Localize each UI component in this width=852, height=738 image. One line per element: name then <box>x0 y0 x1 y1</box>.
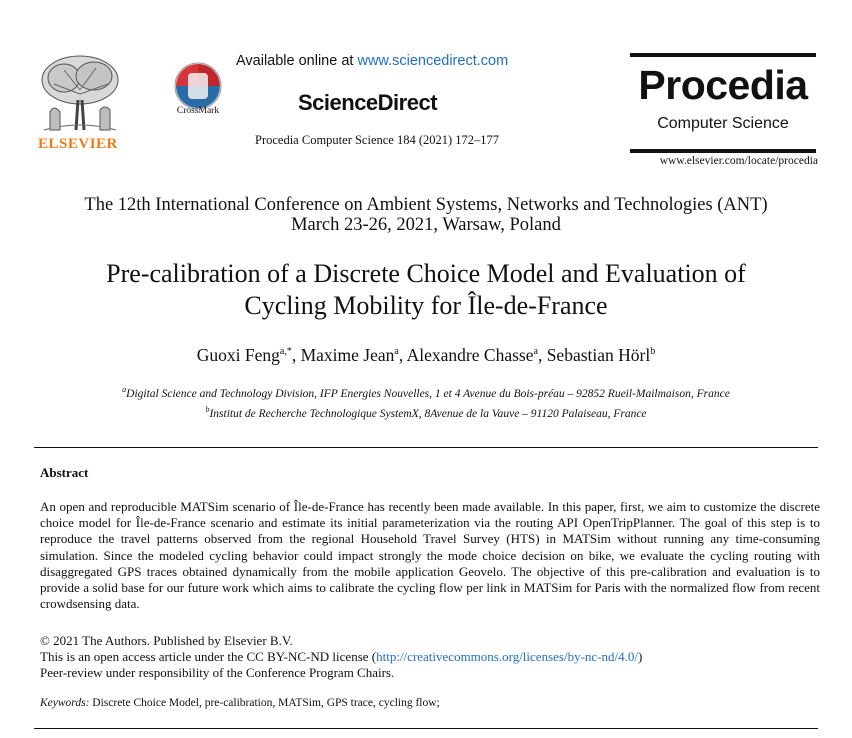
paper-title <box>0 258 852 322</box>
author-affiliation-mark: a,* <box>279 346 292 358</box>
crossmark-icon[interactable] <box>172 60 224 112</box>
affiliation-a <box>0 382 852 402</box>
journal-reference: Procedia Computer Science 184 (2021) 172–177 <box>255 133 500 147</box>
procedia-logo-title: Procedia <box>638 62 808 108</box>
author-name: Guoxi Feng <box>196 345 280 365</box>
conference-date-place: March 23-26, 2021, Warsaw, Poland <box>291 215 561 235</box>
procedia-logo-subtitle: Computer Science <box>657 115 789 132</box>
author <box>301 345 407 365</box>
keywords-text: Discrete Choice Model, pre-calibration, MATSim, GPS trace, cycling flow; <box>89 697 440 709</box>
author-separator: , <box>291 345 301 365</box>
keywords <box>40 697 820 709</box>
author <box>197 345 301 365</box>
open-access-prefix: This is an open access article under the CC BY-NC-ND license ( <box>40 649 377 664</box>
copyright-line: © 2021 The Authors. Published by Elsevier B.V. <box>40 633 293 648</box>
author-name: Maxime Jean <box>300 345 395 365</box>
paper-title-line1: Pre-calibration of a Discrete Choice Model and Evaluation of <box>106 259 746 288</box>
author-affiliation-mark: a <box>533 346 538 358</box>
peer-review-line: Peer-review under responsibility of the Conference Program Chairs. <box>40 665 395 680</box>
conference-name: The 12th International Conference on Ambient Systems, Networks and Technologies (ANT) <box>84 195 768 215</box>
affiliation-b <box>0 402 852 422</box>
license-block <box>40 633 820 681</box>
elsevier-wordmark: ELSEVIER <box>38 136 118 152</box>
available-online-prefix: Available online at <box>236 53 358 69</box>
open-access-line <box>40 649 820 665</box>
abstract-heading: Abstract <box>40 465 89 480</box>
affiliation-mark: a <box>122 385 127 394</box>
sciencedirect-link[interactable]: www.sciencedirect.com <box>357 53 509 69</box>
author-name: Alexandre Chasse <box>406 345 534 365</box>
author <box>547 345 656 365</box>
affiliation-text: Institut de Recherche Technologique SystemX, 8Avenue de la Vauve – 91120 Palaiseau, France <box>209 407 647 420</box>
author-affiliation-mark: a <box>394 346 399 358</box>
author-name: Sebastian Hörl <box>546 345 651 365</box>
journal-url[interactable]: www.elsevier.com/locate/procedia <box>659 155 818 167</box>
author-affiliation-mark: b <box>650 346 656 358</box>
keywords-label: Keywords: <box>40 697 90 709</box>
affiliations <box>0 382 852 422</box>
affiliation-text: Digital Science and Technology Division, IFP Energies Nouvelles, 1 et 4 Avenue du Bois-préau – 92852 Rueil-Mailmaison, France <box>126 387 730 400</box>
open-access-suffix: ) <box>637 649 643 664</box>
author-separator: , <box>537 345 547 365</box>
divider-bottom <box>34 728 818 729</box>
conference-info <box>0 195 852 235</box>
divider-top <box>34 447 818 448</box>
affiliation-mark: b <box>205 404 210 414</box>
crossmark-label: CrossMark <box>176 106 220 116</box>
author-separator: , <box>398 345 407 365</box>
paper-title-line2: Cycling Mobility for Île-de-France <box>244 291 608 320</box>
author <box>407 345 547 365</box>
procedia-logo <box>630 53 816 153</box>
sciencedirect-brand: ScienceDirect <box>298 90 438 115</box>
license-link[interactable]: http://creativecommons.org/licenses/by-nc-nd/4.0/ <box>376 649 638 664</box>
available-online <box>236 53 508 69</box>
abstract-body: An open and reproducible MATSim scenario of Île-de-France has recently been made available. In this paper, first, we aim to customize the discrete choice model for Île-de-France scenario and estimate its initial parameterization via the routing API OpenTripPlanner. The goal of this step is to reproduce the travel patterns observed from the regional Household Travel Survey (HTS) in MATSim without running any time-consuming simulation. Since the modeled cycling behavior could impact strongly the mode choice decision on bike, we evaluate the cycling routing with disaggregated GPS traces obtained dynamically from the mobile application Geovelo. The objective of this pre-calibration and evaluation is to provide a solid base for our future work which aims to calibrate the cycling flow per link in MATSim for Paris with the normalized flow from recent crowdsensing data. <box>40 499 820 612</box>
author-list <box>0 345 852 366</box>
